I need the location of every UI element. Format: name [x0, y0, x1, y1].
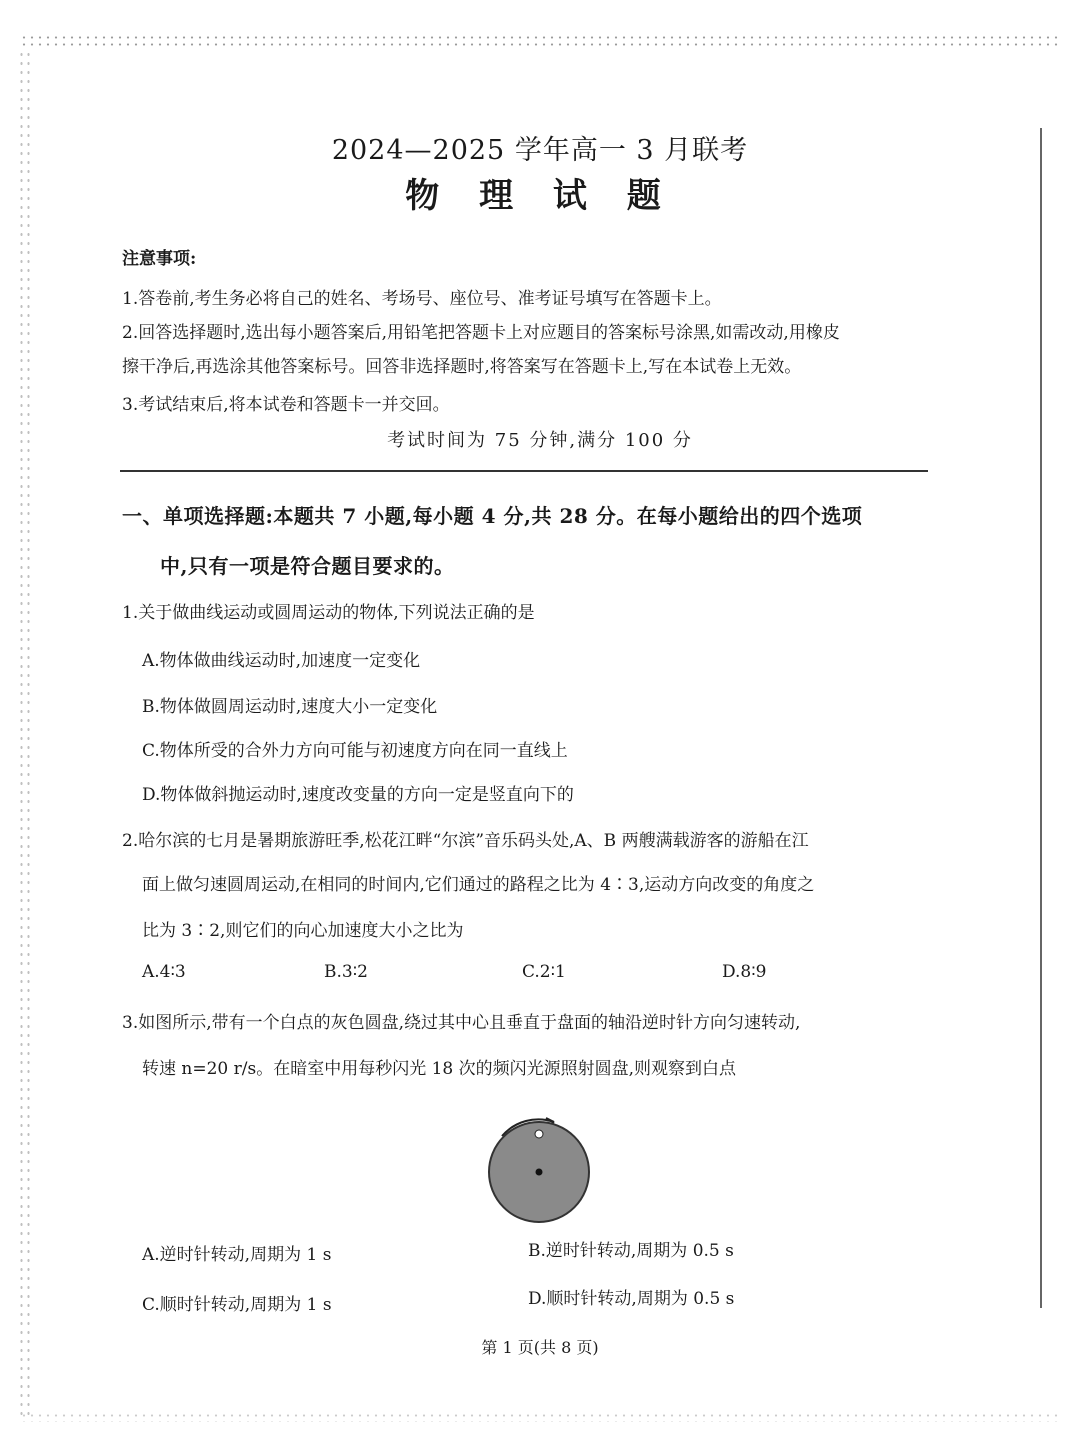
q1-option-b: B.物体做圆周运动时,速度大小一定变化 [142, 697, 438, 717]
scan-dot-border-bottom [20, 1412, 1060, 1422]
scan-dot-border-top [20, 34, 1060, 48]
q3-option-d: D.顺时针转动,周期为 0.5 s [528, 1289, 735, 1309]
notice-heading: 注意事项: [122, 249, 197, 269]
rotating-disk-figure [484, 1114, 594, 1224]
q2-stem-line3: 比为 3∶2,则它们的向心加速度大小之比为 [142, 921, 464, 941]
q2-stem-line2: 面上做匀速圆周运动,在相同的时间内,它们通过的路程之比为 4∶3,运动方向改变的角度之 [142, 875, 815, 895]
q2-option-a: A.4∶3 [142, 962, 186, 982]
notice-line-4: 3.考试结束后,将本试卷和答题卡一并交回。 [122, 395, 450, 415]
exam-time-info: 考试时间为 75 分钟,满分 100 分 [387, 430, 693, 451]
q2-option-d: D.8∶9 [722, 962, 767, 982]
q1-option-a: A.物体做曲线运动时,加速度一定变化 [142, 651, 421, 671]
q2-option-c: C.2∶1 [522, 962, 566, 982]
q3-stem-line2: 转速 n=20 r/s。在暗室中用每秒闪光 18 次的频闪光源照射圆盘,则观察到白点 [142, 1059, 737, 1079]
q3-option-b: B.逆时针转动,周期为 0.5 s [528, 1241, 734, 1261]
notice-line-3: 擦干净后,再选涂其他答案标号。回答非选择题时,将答案写在答题卡上,写在本试卷上无效。 [122, 357, 802, 377]
exam-title: 2024—2025 学年高一 3 月联考 [331, 135, 749, 166]
white-dot [535, 1130, 543, 1138]
page-footer: 第 1 页(共 8 页) [481, 1338, 599, 1357]
notice-line-1: 1.答卷前,考生务必将自己的姓名、考场号、座位号、准考证号填写在答题卡上。 [122, 289, 722, 309]
subject-title: 物 理 试 题 [405, 176, 675, 216]
divider-line [120, 470, 928, 472]
q3-stem-line1: 3.如图所示,带有一个白点的灰色圆盘,绕过其中心且垂直于盘面的轴沿逆时针方向匀速转动, [122, 1013, 801, 1033]
notice-line-2: 2.回答选择题时,选出每小题答案后,用铅笔把答题卡上对应题目的答案标号涂黑,如需改动,用橡皮 [122, 323, 840, 343]
page-edge-line [1040, 128, 1042, 1308]
section-heading-line1: 一、单项选择题:本题共 7 小题,每小题 4 分,共 28 分。在每小题给出的四个选项 [122, 504, 863, 528]
q3-option-a: A.逆时针转动,周期为 1 s [142, 1245, 332, 1265]
q2-option-b: B.3∶2 [324, 962, 368, 982]
section-heading-line2: 中,只有一项是符合题目要求的。 [160, 554, 455, 578]
scan-dot-border-left [18, 50, 32, 1420]
q2-stem-line1: 2.哈尔滨的七月是暑期旅游旺季,松花江畔“尔滨”音乐码头处,A、B 两艘满载游客的游船在江 [122, 831, 809, 851]
disk-center [536, 1169, 543, 1176]
q1-option-d: D.物体做斜抛运动时,速度改变量的方向一定是竖直向下的 [142, 785, 574, 805]
q3-option-c: C.顺时针转动,周期为 1 s [142, 1295, 332, 1315]
q1-option-c: C.物体所受的合外力方向可能与初速度方向在同一直线上 [142, 741, 568, 761]
q1-stem: 1.关于做曲线运动或圆周运动的物体,下列说法正确的是 [122, 603, 535, 623]
